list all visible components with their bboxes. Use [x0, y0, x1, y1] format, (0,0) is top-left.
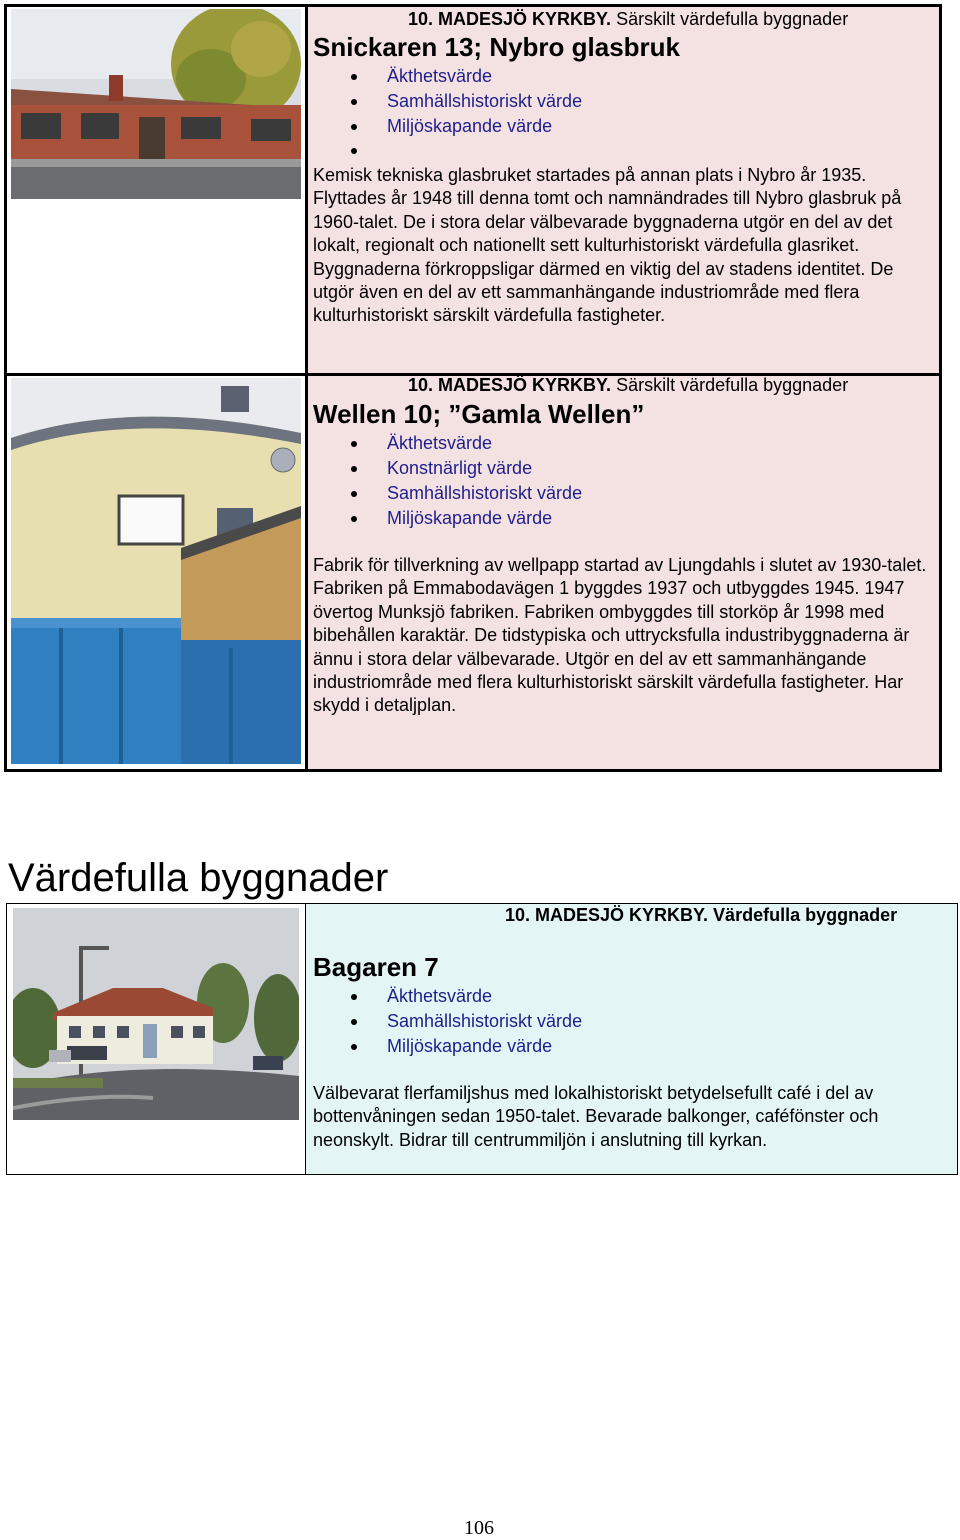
valuable-title: Bagaren 7 [313, 952, 439, 982]
empty-bullet [351, 148, 357, 154]
value-item: Samhällshistoriskt värde [387, 483, 583, 503]
table-divider-vertical [305, 7, 308, 769]
photo-cell-snickaren [7, 7, 305, 373]
photo-wellen [11, 378, 301, 764]
value-item: Äkthetsvärde [387, 986, 493, 1006]
value-item: Miljöskapande värde [387, 508, 553, 528]
photo-snickaren [11, 9, 301, 199]
value-item: Äkthetsvärde [387, 433, 493, 453]
value-item: Miljöskapande värde [387, 116, 553, 136]
value-item: Samhällshistoriskt värde [387, 91, 583, 111]
valuable-description: Välbevarat flerfamiljshus med lokalhistoriskt betydelsefullt café i del av bottenvåningen sedan 1950-talet. Bevarade balkonger, caféfönster och neonskylt. Bidrar till centrummiljön i anslutning till kyrkan. [313, 1083, 879, 1150]
entry-header: 10. MADESJÖ KYRKBY. Särskilt värdefulla byggnader [408, 375, 849, 395]
value-item: Miljöskapande värde [387, 1036, 553, 1056]
table-divider-vertical [305, 904, 306, 1174]
page-number: 106 [464, 1517, 494, 1539]
photo-cell-bagaren [7, 904, 305, 1174]
value-item: Konstnärligt värde [387, 458, 533, 478]
section-heading: Värdefulla byggnader [8, 856, 389, 900]
value-item: Äkthetsvärde [387, 66, 493, 86]
entry-title: Wellen 10; ”Gamla Wellen” [313, 399, 645, 429]
entry-title: Snickaren 13; Nybro glasbruk [313, 32, 681, 62]
entry-header: 10. MADESJÖ KYRKBY. Särskilt värdefulla byggnader [408, 9, 849, 29]
entry-description: Kemisk tekniska glasbruket startades på annan plats i Nybro år 1935. Flyttades år 1948 till denna tomt och namnändrades till Nybro glasbruk på 1960-talet. De i stora delar välbevarade byggnaderna utgör en del av det lokalt, regionalt och nationellt sett kulturhistoriskt värdefulla glasriket. Byggnaderna förkroppsligar därmed en viktig del av stadens identitet. De utgör även en del av ett sammanhängande industriområde med flera kulturhistoriskt särskilt värdefulla fastigheter. [313, 165, 902, 326]
photo-cell-wellen [7, 376, 305, 769]
photo-bagaren [13, 908, 299, 1120]
value-item: Samhällshistoriskt värde [387, 1011, 583, 1031]
entry-description: Fabrik för tillverkning av wellpapp startad av Ljungdahls i slutet av 1930-talet. Fabriken på Emmabodavägen 1 byggdes 1937 och utbyggdes 1945. 1947 övertog Munksjö fabriken. Fabriken ombyggdes till storköp år 1998 med bibehållen karaktär. De tidstypiska och uttrycksfulla industribyggnaderna är ännu i stora delar välbevarade. Utgör en del av ett sammanhängande industriområde med flera kulturhistoriskt särskilt värdefulla fastigheter. Har skydd i detaljplan. [313, 555, 927, 716]
valuable-header: 10. MADESJÖ KYRKBY. Värdefulla byggnader [505, 905, 898, 925]
